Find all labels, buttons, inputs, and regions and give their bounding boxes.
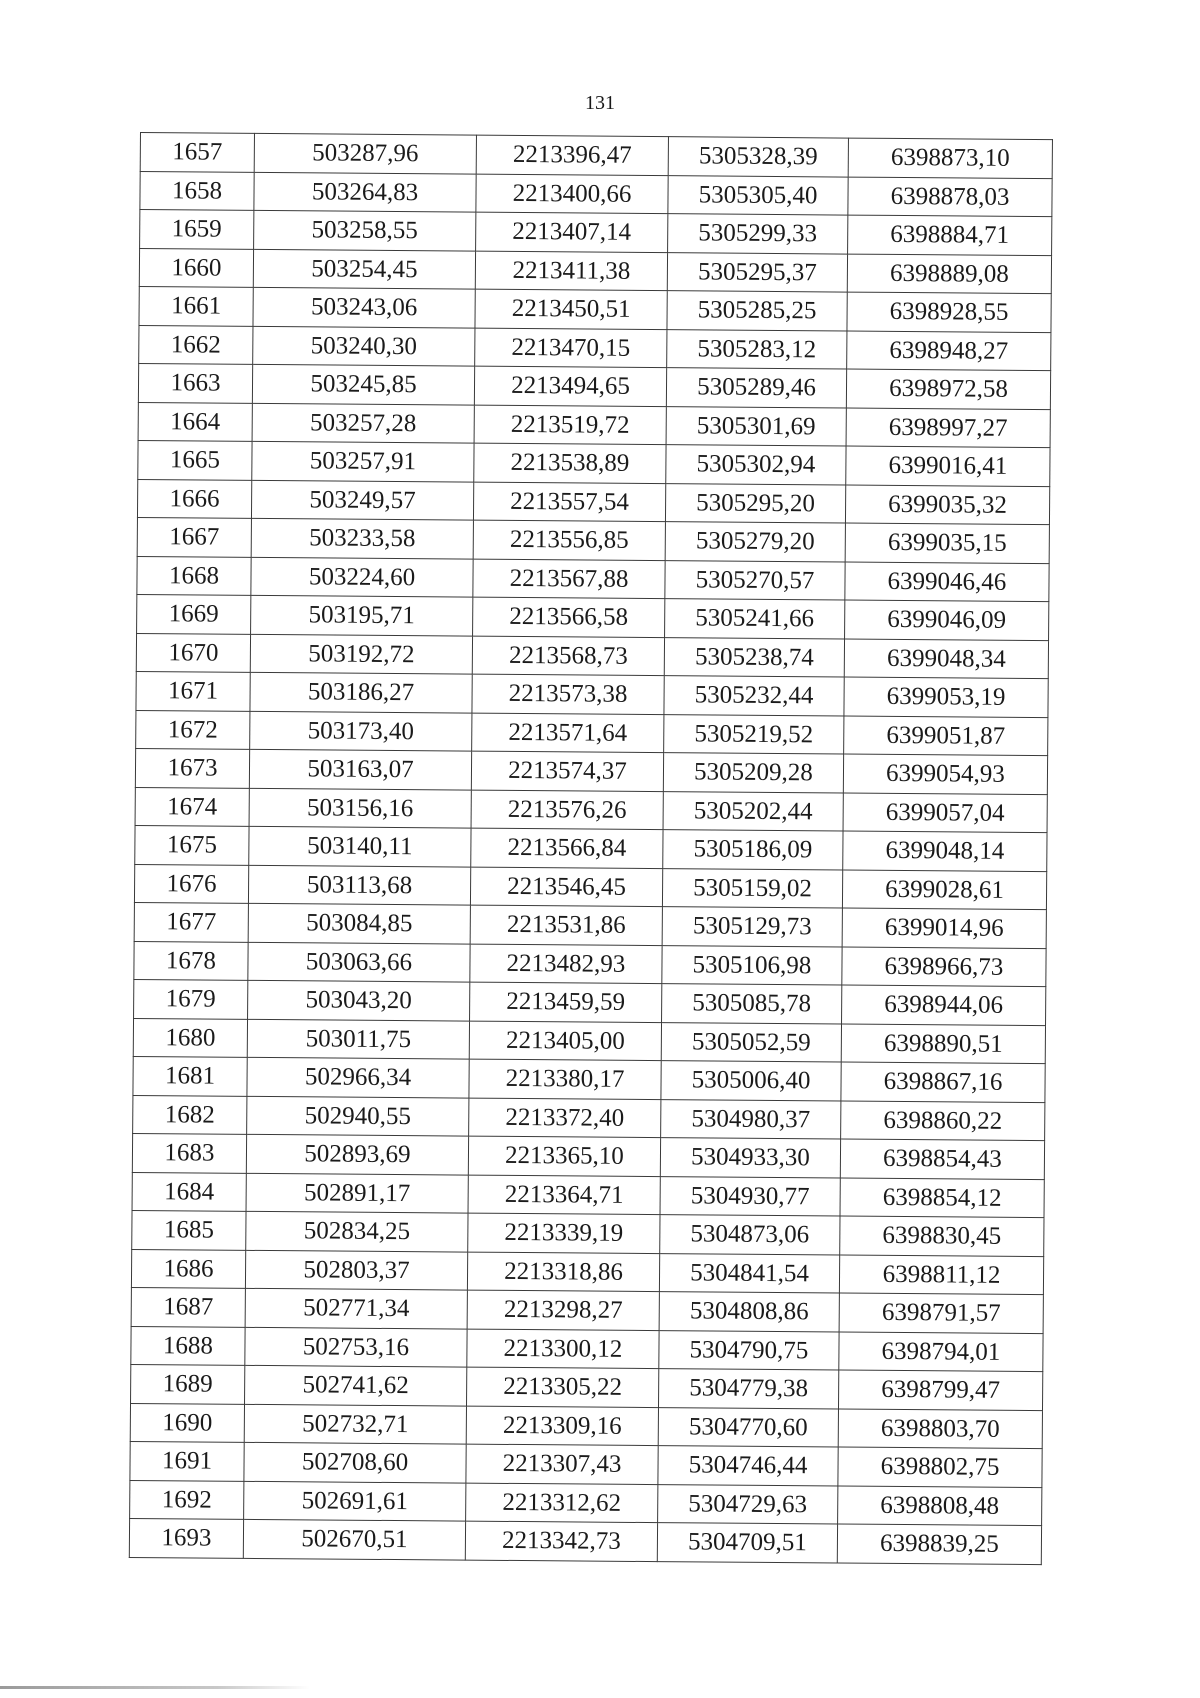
y-coordinate-cell: 2213566,58	[473, 597, 665, 637]
x2-coordinate-cell: 5305295,20	[665, 483, 845, 523]
y-coordinate-cell: 2213556,85	[473, 520, 665, 560]
x2-coordinate-cell: 5305241,66	[665, 599, 845, 639]
x2-coordinate-cell: 5305283,12	[667, 329, 847, 369]
y2-coordinate-cell: 6398811,12	[839, 1255, 1043, 1295]
x2-coordinate-cell: 5305270,57	[665, 560, 845, 600]
y-coordinate-cell: 2213372,40	[469, 1098, 661, 1138]
x-coordinate-cell: 503254,45	[253, 249, 475, 289]
y-coordinate-cell: 2213573,38	[472, 674, 664, 714]
y2-coordinate-cell: 6398854,43	[840, 1139, 1044, 1179]
point-number-cell: 1690	[130, 1403, 244, 1442]
y-coordinate-cell: 2213407,14	[476, 212, 668, 252]
coordinates-table	[129, 132, 1053, 1565]
x2-coordinate-cell: 5305106,98	[662, 945, 842, 985]
y-coordinate-cell: 2213450,51	[475, 289, 667, 329]
point-number-cell: 1681	[133, 1056, 247, 1095]
point-number-cell: 1674	[135, 787, 249, 826]
point-number-cell: 1666	[137, 479, 251, 518]
point-number-cell: 1662	[139, 325, 253, 364]
x-coordinate-cell: 503011,75	[247, 1019, 469, 1059]
y2-coordinate-cell: 6398966,73	[842, 947, 1046, 987]
y-coordinate-cell: 2213342,73	[465, 1521, 657, 1561]
point-number-cell: 1659	[140, 210, 254, 249]
y-coordinate-cell: 2213396,47	[476, 135, 668, 175]
y2-coordinate-cell: 6399053,19	[844, 677, 1048, 717]
y2-coordinate-cell: 6398928,55	[847, 292, 1051, 332]
x2-coordinate-cell: 5304770,60	[658, 1407, 838, 1447]
x-coordinate-cell: 503243,06	[253, 287, 475, 327]
y2-coordinate-cell: 6398794,01	[839, 1332, 1043, 1372]
y-coordinate-cell: 2213571,64	[472, 713, 664, 753]
x-coordinate-cell: 503257,91	[252, 441, 474, 481]
x2-coordinate-cell: 5304933,30	[660, 1138, 840, 1178]
point-number-cell: 1689	[131, 1364, 245, 1403]
x-coordinate-cell: 502741,62	[245, 1365, 467, 1405]
x2-coordinate-cell: 5305301,69	[666, 406, 846, 446]
x2-coordinate-cell: 5305238,74	[664, 637, 844, 677]
y2-coordinate-cell: 6398997,27	[846, 408, 1050, 448]
x2-coordinate-cell: 5304808,86	[659, 1292, 839, 1332]
x2-coordinate-cell: 5305328,39	[668, 137, 848, 177]
point-number-cell: 1660	[139, 248, 253, 287]
point-number-cell: 1680	[133, 1018, 247, 1057]
y2-coordinate-cell: 6399048,14	[843, 831, 1047, 871]
x2-coordinate-cell: 5305299,33	[668, 214, 848, 254]
x-coordinate-cell: 502803,37	[245, 1250, 467, 1290]
x-coordinate-cell: 503084,85	[248, 903, 470, 943]
x2-coordinate-cell: 5305129,73	[662, 907, 842, 947]
point-number-cell: 1657	[140, 133, 254, 172]
x-coordinate-cell: 503240,30	[253, 326, 475, 366]
y-coordinate-cell: 2213400,66	[476, 174, 668, 214]
x-coordinate-cell: 502771,34	[245, 1288, 467, 1328]
point-number-cell: 1664	[138, 402, 252, 441]
x2-coordinate-cell: 5304779,38	[659, 1369, 839, 1409]
point-number-cell: 1667	[137, 517, 251, 556]
point-number-cell: 1685	[132, 1210, 246, 1249]
x-coordinate-cell: 503245,85	[252, 364, 474, 404]
y2-coordinate-cell: 6398873,10	[848, 138, 1052, 178]
x-coordinate-cell: 503156,16	[249, 788, 471, 828]
y2-coordinate-cell: 6399016,41	[846, 446, 1050, 486]
y2-coordinate-cell: 6398791,57	[839, 1293, 1043, 1333]
y2-coordinate-cell: 6398854,12	[840, 1178, 1044, 1218]
x-coordinate-cell: 503140,11	[249, 826, 471, 866]
x2-coordinate-cell: 5304873,06	[660, 1215, 840, 1255]
x-coordinate-cell: 503224,60	[251, 557, 473, 597]
point-number-cell: 1693	[129, 1518, 243, 1557]
x-coordinate-cell: 502670,51	[243, 1519, 465, 1559]
y-coordinate-cell: 2213531,86	[470, 905, 662, 945]
y2-coordinate-cell: 6398944,06	[842, 985, 1046, 1025]
y-coordinate-cell: 2213339,19	[468, 1213, 660, 1253]
x2-coordinate-cell: 5305289,46	[666, 368, 846, 408]
y2-coordinate-cell: 6399046,09	[845, 600, 1049, 640]
point-number-cell: 1688	[131, 1326, 245, 1365]
x-coordinate-cell: 503192,72	[250, 634, 472, 674]
coordinates-table-body	[129, 133, 1052, 1565]
y-coordinate-cell: 2213482,93	[470, 944, 662, 984]
y-coordinate-cell: 2213576,26	[471, 790, 663, 830]
x-coordinate-cell: 502753,16	[245, 1327, 467, 1367]
x-coordinate-cell: 502834,25	[246, 1211, 468, 1251]
point-number-cell: 1663	[138, 363, 252, 402]
x2-coordinate-cell: 5305085,78	[662, 984, 842, 1024]
y2-coordinate-cell: 6398803,70	[838, 1409, 1042, 1449]
y2-coordinate-cell: 6399051,87	[844, 716, 1048, 756]
x2-coordinate-cell: 5304980,37	[661, 1099, 841, 1139]
point-number-cell: 1673	[135, 748, 249, 787]
point-number-cell: 1682	[133, 1095, 247, 1134]
y2-coordinate-cell: 6398878,03	[848, 177, 1052, 217]
x2-coordinate-cell: 5305202,44	[663, 791, 843, 831]
point-number-cell: 1671	[136, 671, 250, 710]
y2-coordinate-cell: 6398802,75	[838, 1447, 1042, 1487]
y2-coordinate-cell: 6399046,46	[845, 562, 1049, 602]
y-coordinate-cell: 2213566,84	[471, 828, 663, 868]
point-number-cell: 1672	[136, 710, 250, 749]
point-number-cell: 1665	[138, 440, 252, 479]
y2-coordinate-cell: 6399048,34	[844, 639, 1048, 679]
table-row	[129, 1518, 1041, 1564]
y-coordinate-cell: 2213405,00	[469, 1021, 661, 1061]
point-number-cell: 1692	[130, 1480, 244, 1519]
y2-coordinate-cell: 6399054,93	[843, 754, 1047, 794]
x-coordinate-cell: 502893,69	[246, 1134, 468, 1174]
x2-coordinate-cell: 5304930,77	[660, 1176, 840, 1216]
y2-coordinate-cell: 6398889,08	[847, 254, 1051, 294]
y-coordinate-cell: 2213411,38	[475, 251, 667, 291]
y2-coordinate-cell: 6398867,16	[841, 1062, 1045, 1102]
y2-coordinate-cell: 6398860,22	[841, 1101, 1045, 1141]
x2-coordinate-cell: 5304709,51	[657, 1523, 837, 1563]
x2-coordinate-cell: 5304790,75	[659, 1330, 839, 1370]
y2-coordinate-cell: 6399035,32	[845, 485, 1049, 525]
x2-coordinate-cell: 5305006,40	[661, 1061, 841, 1101]
x-coordinate-cell: 503163,07	[249, 749, 471, 789]
y-coordinate-cell: 2213305,22	[467, 1367, 659, 1407]
y2-coordinate-cell: 6398890,51	[841, 1024, 1045, 1064]
y-coordinate-cell: 2213459,59	[470, 982, 662, 1022]
x2-coordinate-cell: 5305159,02	[662, 868, 842, 908]
y2-coordinate-cell: 6398839,25	[837, 1524, 1041, 1564]
y-coordinate-cell: 2213470,15	[475, 328, 667, 368]
y-coordinate-cell: 2213312,62	[466, 1483, 658, 1523]
point-number-cell: 1676	[134, 864, 248, 903]
y-coordinate-cell: 2213364,71	[468, 1175, 660, 1215]
y-coordinate-cell: 2213365,10	[468, 1136, 660, 1176]
x2-coordinate-cell: 5304729,63	[658, 1484, 838, 1524]
y-coordinate-cell: 2213309,16	[466, 1406, 658, 1446]
y2-coordinate-cell: 6399028,61	[842, 870, 1046, 910]
point-number-cell: 1661	[139, 286, 253, 325]
point-number-cell: 1684	[132, 1172, 246, 1211]
x-coordinate-cell: 503043,20	[248, 980, 470, 1020]
point-number-cell: 1679	[134, 979, 248, 1018]
x-coordinate-cell: 502966,34	[247, 1057, 469, 1097]
x-coordinate-cell: 502891,17	[246, 1173, 468, 1213]
x-coordinate-cell: 503257,28	[252, 403, 474, 443]
y-coordinate-cell: 2213546,45	[470, 867, 662, 907]
y2-coordinate-cell: 6398948,27	[847, 331, 1051, 371]
y-coordinate-cell: 2213298,27	[467, 1290, 659, 1330]
y-coordinate-cell: 2213519,72	[474, 405, 666, 445]
page-number: 131	[585, 92, 615, 114]
y-coordinate-cell: 2213567,88	[473, 559, 665, 599]
x2-coordinate-cell: 5305052,59	[661, 1022, 841, 1062]
point-number-cell: 1675	[135, 825, 249, 864]
x-coordinate-cell: 502940,55	[247, 1096, 469, 1136]
y-coordinate-cell: 2213494,65	[474, 366, 666, 406]
x-coordinate-cell: 503113,68	[248, 865, 470, 905]
y-coordinate-cell: 2213574,37	[471, 751, 663, 791]
x2-coordinate-cell: 5304746,44	[658, 1446, 838, 1486]
y2-coordinate-cell: 6398830,45	[840, 1216, 1044, 1256]
y2-coordinate-cell: 6398808,48	[838, 1486, 1042, 1526]
x2-coordinate-cell: 5305295,37	[667, 252, 847, 292]
y-coordinate-cell: 2213307,43	[466, 1444, 658, 1484]
x2-coordinate-cell: 5305305,40	[668, 175, 848, 215]
point-number-cell: 1668	[137, 556, 251, 595]
x2-coordinate-cell: 5305279,20	[665, 522, 845, 562]
x2-coordinate-cell: 5305219,52	[664, 714, 844, 754]
x-coordinate-cell: 502691,61	[244, 1481, 466, 1521]
x2-coordinate-cell: 5305232,44	[664, 676, 844, 716]
x2-coordinate-cell: 5305209,28	[663, 753, 843, 793]
point-number-cell: 1670	[136, 633, 250, 672]
y-coordinate-cell: 2213538,89	[474, 443, 666, 483]
x-coordinate-cell: 503063,66	[248, 942, 470, 982]
y2-coordinate-cell: 6399014,96	[842, 908, 1046, 948]
y2-coordinate-cell: 6398972,58	[846, 369, 1050, 409]
y-coordinate-cell: 2213557,54	[473, 482, 665, 522]
y-coordinate-cell: 2213300,12	[467, 1329, 659, 1369]
x-coordinate-cell: 503173,40	[250, 711, 472, 751]
x-coordinate-cell: 502732,71	[244, 1404, 466, 1444]
point-number-cell: 1687	[131, 1287, 245, 1326]
point-number-cell: 1691	[130, 1441, 244, 1480]
y2-coordinate-cell: 6398884,71	[848, 215, 1052, 255]
scan-edge-line	[0, 1686, 310, 1689]
y2-coordinate-cell: 6399035,15	[845, 523, 1049, 563]
x-coordinate-cell: 503258,55	[254, 210, 476, 250]
y2-coordinate-cell: 6398799,47	[838, 1370, 1042, 1410]
point-number-cell: 1683	[132, 1133, 246, 1172]
point-number-cell: 1669	[137, 594, 251, 633]
y2-coordinate-cell: 6399057,04	[843, 793, 1047, 833]
point-number-cell: 1677	[134, 902, 248, 941]
x-coordinate-cell: 503287,96	[254, 133, 476, 173]
point-number-cell: 1678	[134, 941, 248, 980]
x-coordinate-cell: 503249,57	[251, 480, 473, 520]
x-coordinate-cell: 503264,83	[254, 172, 476, 212]
point-number-cell: 1686	[131, 1249, 245, 1288]
x-coordinate-cell: 503195,71	[251, 595, 473, 635]
x2-coordinate-cell: 5305186,09	[663, 830, 843, 870]
x2-coordinate-cell: 5305285,25	[667, 291, 847, 331]
x-coordinate-cell: 502708,60	[244, 1442, 466, 1482]
x-coordinate-cell: 503186,27	[250, 672, 472, 712]
y-coordinate-cell: 2213318,86	[467, 1252, 659, 1292]
y-coordinate-cell: 2213380,17	[469, 1059, 661, 1099]
x-coordinate-cell: 503233,58	[251, 518, 473, 558]
y-coordinate-cell: 2213568,73	[472, 636, 664, 676]
x2-coordinate-cell: 5304841,54	[659, 1253, 839, 1293]
point-number-cell: 1658	[140, 171, 254, 210]
x2-coordinate-cell: 5305302,94	[666, 445, 846, 485]
